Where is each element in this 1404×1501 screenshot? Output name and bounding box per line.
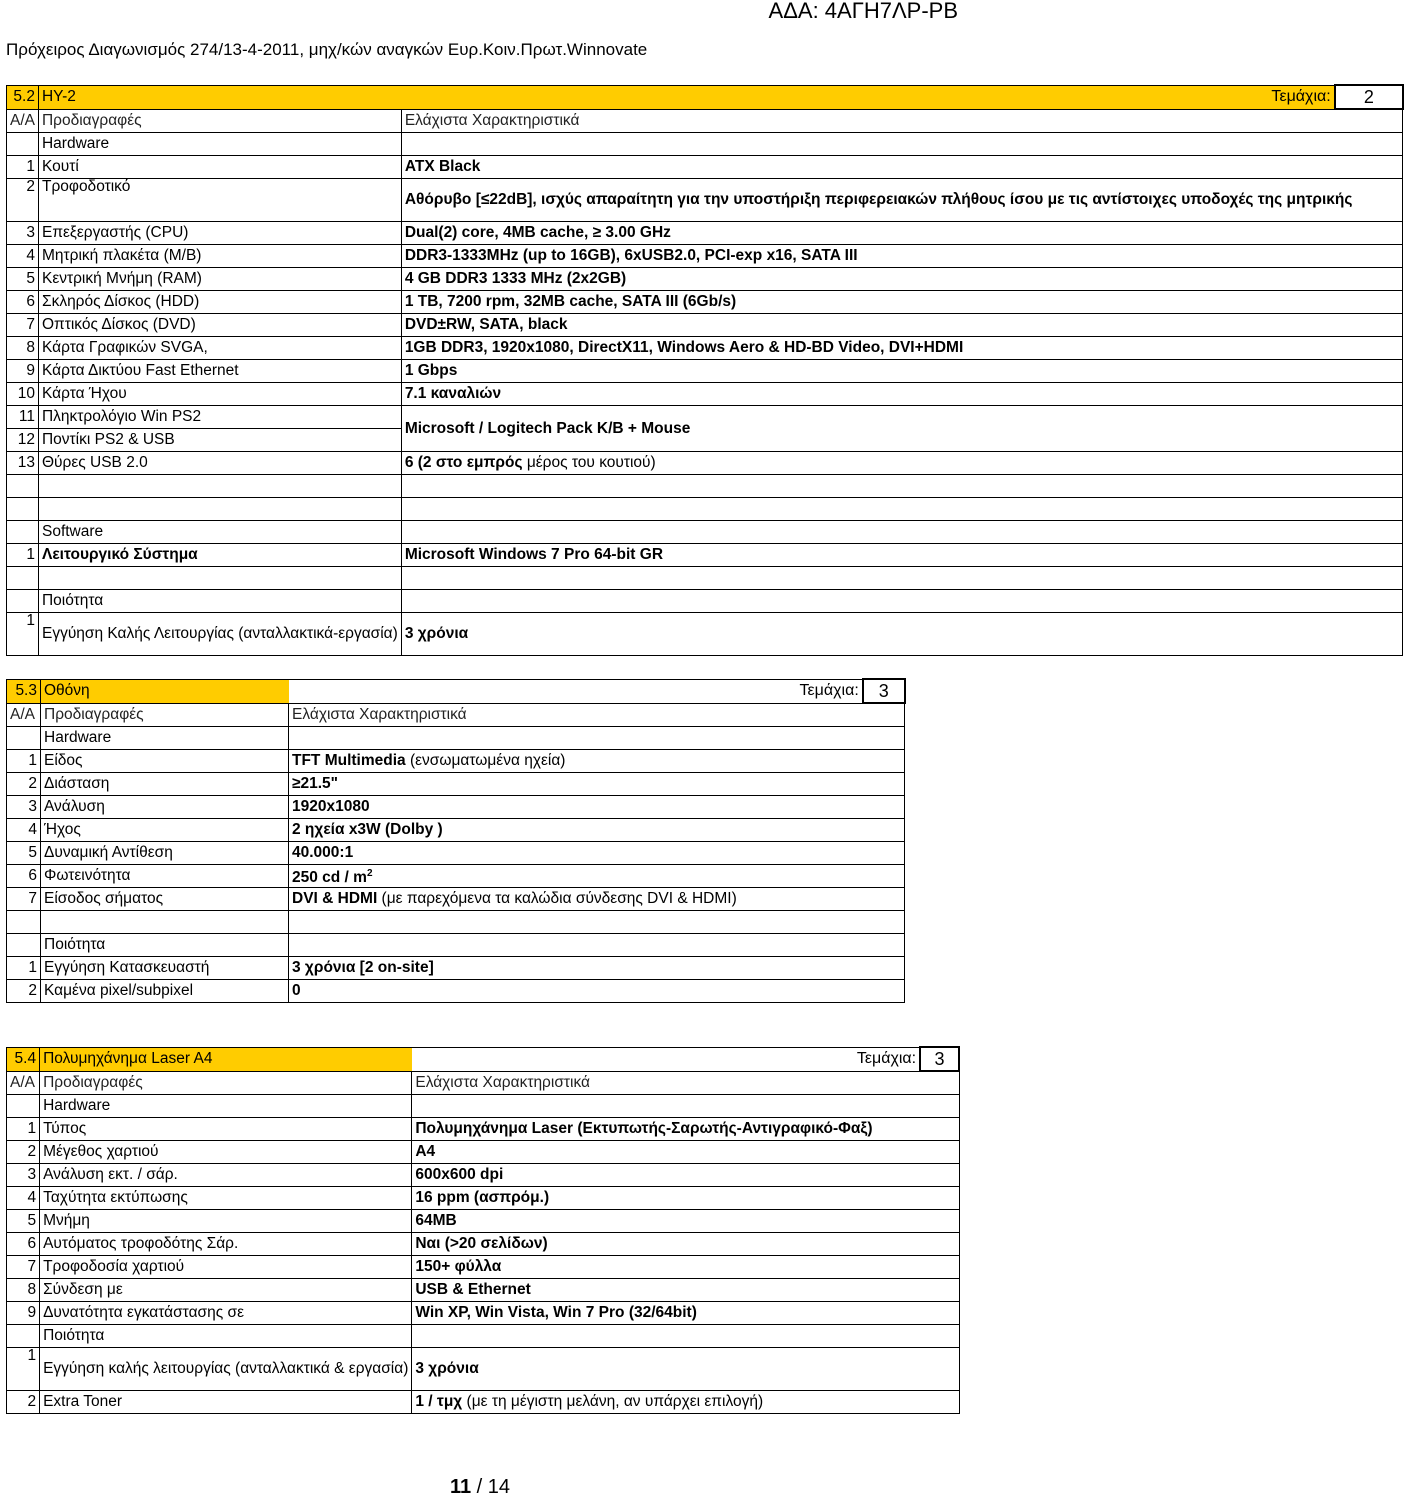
hardware-heading: Hardware [38, 133, 401, 156]
ada-code: ΑΔΑ: 4ΑΓΗ7ΛΡ-ΡΒ [768, 0, 958, 23]
table-row: 5 Κεντρική Μνήμη (RAM) 4 GB DDR3 1333 MHz (2x2GB) [7, 268, 1403, 291]
table-row: 9 Δυνατότητα εγκατάστασης σε Win XP, Win Vista, Win 7 Pro (32/64bit) [7, 1302, 960, 1325]
col-spec: Προδιαγραφές [38, 109, 401, 133]
section-title: Οθόνη [41, 679, 289, 703]
page-current: 11 [449, 1476, 472, 1498]
table-row: 2 Διάσταση ≥21.5" [7, 773, 905, 796]
section-code: 5.3 [7, 679, 41, 703]
table-row: 8 Σύνδεση με USB & Ethernet [7, 1279, 960, 1302]
table-row: 4 Μητρική πλακέτα (M/B) DDR3-1333MHz (up to 16GB), 6xUSB2.0, PCI-exp x16, SATA III [7, 245, 1403, 268]
table-row: 1 Εγγύηση Καλής Λειτουργίας (ανταλλακτικά-εργασία) 3 χρόνια [7, 613, 1403, 656]
table-row: 5 Μνήμη 64MB [7, 1210, 960, 1233]
col-min: Ελάχιστα Χαρακτηριστικά [401, 109, 1403, 133]
table-row: 13 Θύρες USB 2.0 6 (2 στο εμπρός μέρος του κουτιού) [7, 452, 1403, 475]
software-heading: Software [38, 521, 401, 544]
page-total: 14 [487, 1476, 511, 1498]
quality-heading: Ποιότητα [41, 934, 289, 957]
qty-label: Τεμάχια: [797, 679, 863, 703]
section-5-3-table: 5.3 Οθόνη Τεμάχια: 3 Α/Α Προδιαγραφές Ελάχιστα Χαρακτηριστικά Hardware 1 Είδος TFT Multimedia (ενσωματωμένα ηχεία) 2 Διάσταση ≥21.5" 3 Ανάλυση 1920x1080 4 Ήχος 2 ηχεία x3W (Dolby ) 5 Δυναμική Αντίθεση 40.000:1 6 Φωτεινότητα 250 cd / $m^2$ 7 Είσοδος σήματος DVI & HDMI (με παρεχόμενα τα καλώδια σύνδεσης DVI & HDMI) Ποιότητα 1 Εγγύηση Κατασκευαστή 3 χρόνια [2 on-site] 2 Καμένα pixel/subpixel 0 [6, 678, 906, 1003]
table-row: 3 Ανάλυση εκτ. / σάρ. 600x600 dpi [7, 1164, 960, 1187]
qty-value: 2 [1335, 85, 1403, 109]
table-row: 9 Κάρτα Δικτύου Fast Ethernet 1 Gbps [7, 360, 1403, 383]
table-row: 1 Εγγύηση Κατασκευαστή 3 χρόνια [2 on-site] [7, 957, 905, 980]
table-row: 1 Εγγύηση καλής λειτουργίας (ανταλλακτικά & εργασία) 3 χρόνια [7, 1348, 960, 1391]
quality-heading: Ποιότητα [38, 590, 401, 613]
section-title: ΗΥ-2 [38, 85, 1227, 109]
table-row: 6 Σκληρός Δίσκος (HDD) 1 TB, 7200 rpm, 32MB cache, SATA III (6Gb/s) [7, 291, 1403, 314]
table-row: 1 Λειτουργικό Σύστημα Microsoft Windows 7 Pro 64-bit GR [7, 544, 1403, 567]
section-code: 5.2 [7, 85, 39, 109]
table-row: 11 Πληκτρολόγιο Win PS2 Microsoft / Logitech Pack K/B + Mouse [7, 406, 1403, 429]
table-row: 6 Αυτόματος τροφοδότης Σάρ. Ναι (>20 σελίδων) [7, 1233, 960, 1256]
table-row: 1 Τύπος Πολυμηχάνημα Laser (Εκτυπωτής-Σαρωτής-Αντιγραφικό-Φαξ) [7, 1118, 960, 1141]
page-number: 11 / 14 [449, 1476, 511, 1498]
quality-heading: Ποιότητα [40, 1325, 412, 1348]
hardware-heading: Hardware [40, 1095, 412, 1118]
table-row: 4 Ήχος 2 ηχεία x3W (Dolby ) [7, 819, 905, 842]
col-aa: Α/Α [7, 109, 39, 133]
table-row: 3 Ανάλυση 1920x1080 [7, 796, 905, 819]
table-row: 12 Ποντίκι PS2 & USB [7, 429, 1403, 452]
section-5-2-table [6, 84, 1404, 656]
qty-label: Τεμάχια: [1227, 85, 1335, 109]
table-row: 10 Κάρτα Ήχου 7.1 καναλιών [7, 383, 1403, 406]
section-title: Πολυμηχάνημα Laser A4 [40, 1047, 412, 1071]
section-code: 5.4 [7, 1047, 40, 1071]
table-row: 7 Είσοδος σήματος DVI & HDMI (με παρεχόμενα τα καλώδια σύνδεσης DVI & HDMI) [7, 888, 905, 911]
table-row: 1 Κουτί ATX Black [7, 156, 1403, 179]
hardware-heading: Hardware [41, 727, 289, 750]
table-row: 8 Κάρτα Γραφικών SVGA, 1GB DDR3, 1920x1080, DirectX11, Windows Aero & HD-BD Video, DVI+HDMI [7, 337, 1403, 360]
qty-label: Τεμάχια: [854, 1047, 920, 1071]
table-row: 2 Μέγεθος χαρτιού A4 [7, 1141, 960, 1164]
table-row: 7 Τροφοδοσία χαρτιού 150+ φύλλα [7, 1256, 960, 1279]
table-row: 6 Φωτεινότητα 250 cd / $m^2$ [7, 865, 905, 888]
table-row: 7 Οπτικός Δίσκος (DVD) DVD±RW, SATA, black [7, 314, 1403, 337]
table-row: 3 Επεξεργαστής (CPU) Dual(2) core, 4MB cache, ≥ 3.00 GHz [7, 222, 1403, 245]
section-5-4-table: 5.4 Πολυμηχάνημα Laser A4 Τεμάχια: 3 Α/Α Προδιαγραφές Ελάχιστα Χαρακτηριστικά Hardware 1 Τύπος Πολυμηχάνημα Laser (Εκτυπωτής-Σαρωτής-Αντιγραφικό-Φαξ) 2 Μέγεθος χαρτιού A4 3 Ανάλυση εκτ. / σάρ. 600x600 dpi 4 Ταχύτητα εκτύπωσης 16 ppm (ασπρόμ.) 5 Μνήμη 64MB 6 Αυτόματος τροφοδότης Σάρ. Ναι (>20 σελίδων) 7 Τροφοδοσία χαρτιού 150+ φύλλα 8 Σύνδεση με USB & Ethernet 9 Δυνατότητα εγκατάστασης σε Win XP, Win Vista, Win 7 Pro (32/64bit) Ποιότητα 1 Εγγύηση καλής λειτουργίας (ανταλλακτικά & εργασία) 3 χρόνια 2 Extra Toner 1 / τμχ (με τη μέγιστη μελάνη, αν υπάρχει επιλογή) [6, 1046, 960, 1414]
table-row: 4 Ταχύτητα εκτύπωσης 16 ppm (ασπρόμ.) [7, 1187, 960, 1210]
table-row: 2 Καμένα pixel/subpixel 0 [7, 980, 905, 1003]
qty-value: 3 [863, 679, 905, 703]
qty-value: 3 [920, 1047, 959, 1071]
document-header: Πρόχειρος Διαγωνισμός 274/13-4-2011, μηχ/κών αναγκών Ευρ.Κοιν.Πρωτ.Winnovate [6, 40, 648, 59]
table-row: 2 Extra Toner 1 / τμχ (με τη μέγιστη μελάνη, αν υπάρχει επιλογή) [7, 1391, 960, 1414]
table-row: 5 Δυναμική Αντίθεση 40.000:1 [7, 842, 905, 865]
table-row: 1 Είδος TFT Multimedia (ενσωματωμένα ηχεία) [7, 750, 905, 773]
table-row: 2 Τροφοδοτικό Αθόρυβο [≤22dB], ισχύς απαραίτητη για την υποστήριξη περιφερειακών πλήθους ίσου με τις αντίστοιχες υποδοχές της μητρικής [7, 179, 1403, 222]
